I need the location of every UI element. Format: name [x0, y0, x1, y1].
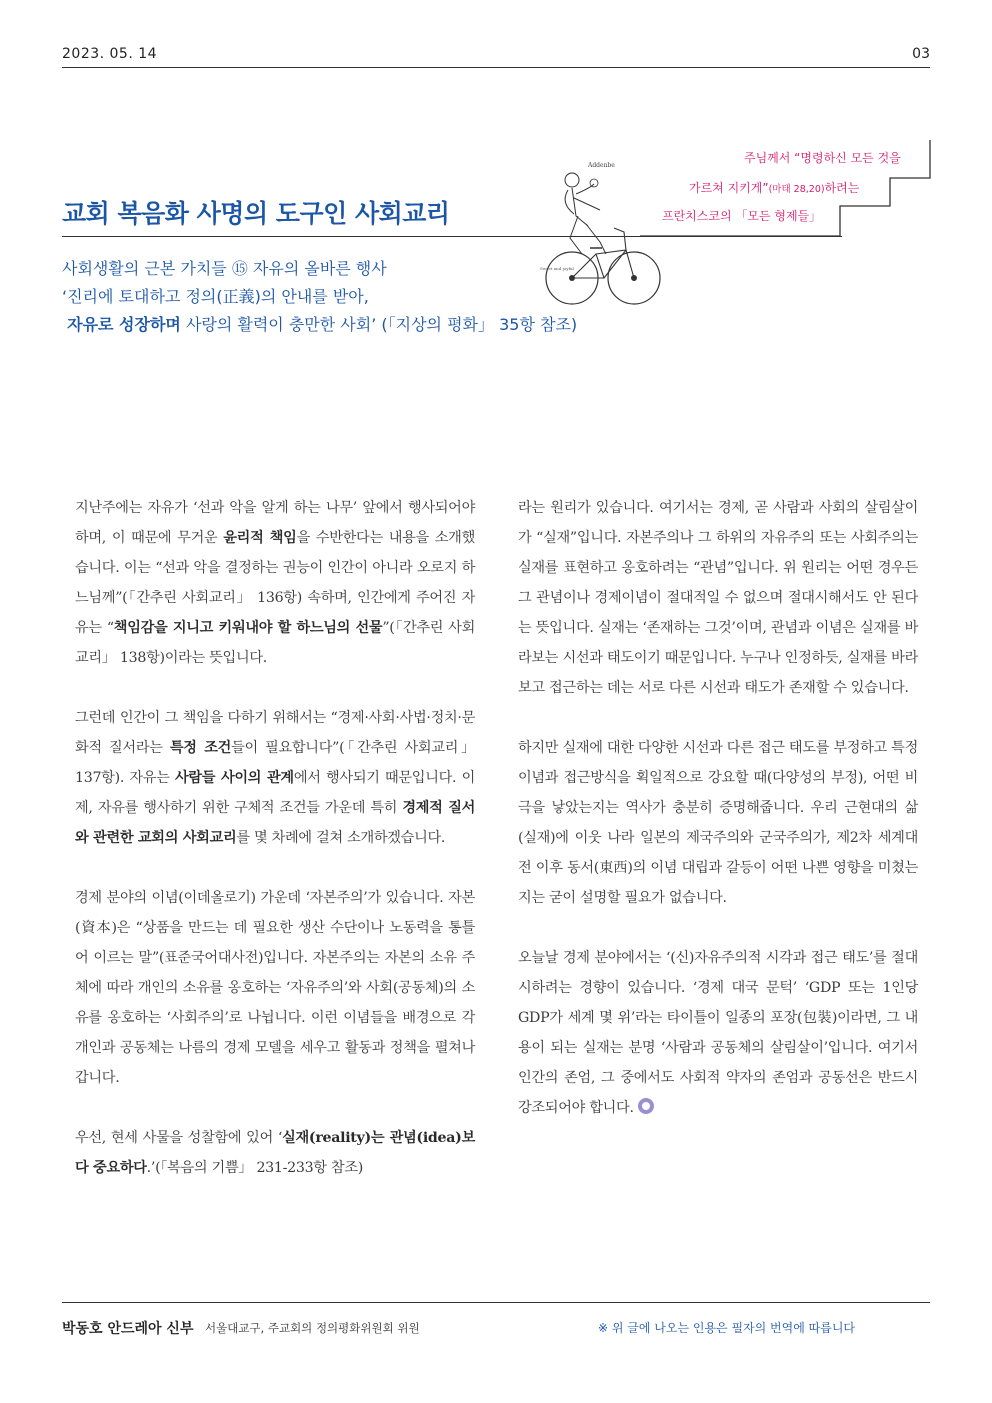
subtitle-line-3	[62, 311, 577, 339]
illus-caption-bottom: Sweet and joyful	[540, 266, 574, 271]
body-paragraph	[518, 943, 918, 1123]
illus-caption-top: Addenbe	[588, 162, 615, 169]
body-paragraph: 하지만 실재에 대한 다양한 시선과 다른 접근 태도를 부정하고 특정 이념과 접근방식을 획일적으로 강요할 때(다양성의 부정), 어떤 비극을 낳았는지는 역사가 충분히 증명해줍니다. 우리 근현대의 삶(실재)에 이웃 나라 일본의 제국주의와 군국주의가, 제2차 세계대전 이후 동서(東西)의 이념 대립과 갈등이 어떤 나쁜 영향을 미쳤는지는 굳이 설명할 필요가 없습니다.	[518, 740, 918, 906]
subtitle-line-2: ‘진리에 토대하고 정의(正義)의 안내를 받아,	[62, 287, 369, 306]
body-column-right	[518, 493, 918, 1153]
banner-line-2-end: 하려는	[824, 181, 860, 195]
translation-note: ※ 위 글에 나오는 인용은 필자의 번역에 따릅니다	[598, 1321, 856, 1335]
body-paragraph: 지난주에는 자유가 ‘선과 악을 알게 하는 나무’ 앞에서 행사되어야 하며, 이 때문에 무거운 윤리적 책임을 수반한다는 내용을 소개했습니다. 이는 “선과 악을 결정하는 권능이 인간이 아니라 오로지 하느님께”(「간추린 사회교리」 136항) 속하며, 인간에게 주어진 자유는 “책임감을 지니고 키워내야 할 하느님의 선물”(「간추린 사회교리」 138항)이라는 뜻입니다.	[75, 500, 475, 666]
banner-line-2-ref: (마태 28,20)	[768, 184, 825, 195]
article-subtitle	[62, 255, 577, 339]
footer-divider	[62, 1302, 930, 1303]
banner-line-2-main: 가르쳐 지키게”	[689, 181, 769, 195]
banner-line-2	[689, 179, 859, 196]
author-name: 박동호 안드레아 신부	[62, 1321, 194, 1337]
body-paragraph-text: 오늘날 경제 분야에서는 ‘(신)자유주의적 시각과 접근 태도’를 절대시하려는 경향이 있습니다. ‘경제 대국 문턱’ ‘GDP 또는 1인당 GDP가 세계 몇 위’라는 타이틀이 일종의 포장(包裝)이라면, 그 내용이 되는 실재는 분명 ‘사람과 공동체의 살림살이’입니다. 여기서 인간의 존엄, 그 중에서도 사회적 약자의 존엄과 공동선은 반드시 강조되어야 합니다.	[518, 950, 918, 1116]
end-mark-icon	[638, 1098, 654, 1114]
body-paragraph: 경제 분야의 이념(이데올로기) 가운데 ‘자본주의’가 있습니다. 자본(資本)은 “상품을 만드는 데 필요한 생산 수단이나 노동력을 통틀어 이르는 말”(표준국어대사전)입니다. 자본주의는 자본의 소유 주체에 따라 개인의 소유를 옹호하는 ‘자유주의’와 사회(공동체)의 소유를 옹호하는 ‘사회주의’로 나뉩니다. 이런 이념들을 배경으로 각 개인과 공동체는 나름의 경제 모델을 세우고 활동과 정책을 펼쳐나갑니다.	[75, 890, 475, 1086]
page-number: 03	[912, 46, 930, 62]
article-title: 교회 복음화 사명의 도구인 사회교리	[62, 199, 450, 228]
series-banner	[640, 140, 940, 240]
subtitle-line-1: 사회생활의 근본 가치들 ⑮ 자유의 올바른 행사	[62, 259, 387, 278]
body-paragraph: 라는 원리가 있습니다. 여기서는 경제, 곧 사람과 사회의 살림살이가 “실재”입니다. 자본주의나 그 하위의 자유주의 또는 사회주의는 실재를 표현하고 옹호하려는 “관념”입니다. 위 원리는 어떤 경우든 그 관념이나 경제이념이 절대적일 수 없으며 절대시해서도 안 된다는 뜻입니다. 실재는 ‘존재하는 그것’이며, 관념과 이념은 실재를 바라보는 시선과 태도이기 때문입니다. 누구나 인정하듯, 실재를 바라보고 접근하는 데는 서로 다른 시선과 태도가 존재할 수 있습니다.	[518, 500, 918, 696]
body-column-left	[75, 493, 475, 1213]
banner-line-1: 주님께서 “명령하신 모든 것을	[744, 151, 901, 165]
title-divider	[62, 236, 842, 237]
header-divider	[62, 67, 930, 68]
subtitle-line-3-rest: 사랑의 활력이 충만한 사회’ (「지상의 평화」 35항 참조)	[180, 315, 578, 334]
author-role: 서울대교구, 주교회의 정의평화위원회 위원	[205, 1321, 420, 1335]
body-paragraph: 그런데 인간이 그 책임을 다하기 위해서는 “경제·사회·사법·정치·문화적 질서라는 특정 조건들이 필요합니다”(「간추린 사회교리」 137항). 자유는 사람들 사이의 관계에서 행사되기 때문입니다. 이제, 자유를 행사하기 위한 구체적 조건들 가운데 특히 경제적 질서와 관련한 교회의 사회교리를 몇 차례에 걸쳐 소개하겠습니다.	[75, 710, 476, 846]
subtitle-line-3-bold: 자유로 성장하며	[67, 315, 181, 334]
issue-date: 2023. 05. 14	[62, 46, 158, 62]
body-paragraph: 우선, 현세 사물을 성찰함에 있어 ‘실재(reality)는 관념(idea)보다 중요하다.’(「복음의 기쁨」 231-233항 참조)	[75, 1130, 475, 1176]
banner-line-3: 프란치스코의 「모든 형제들」	[662, 209, 822, 223]
